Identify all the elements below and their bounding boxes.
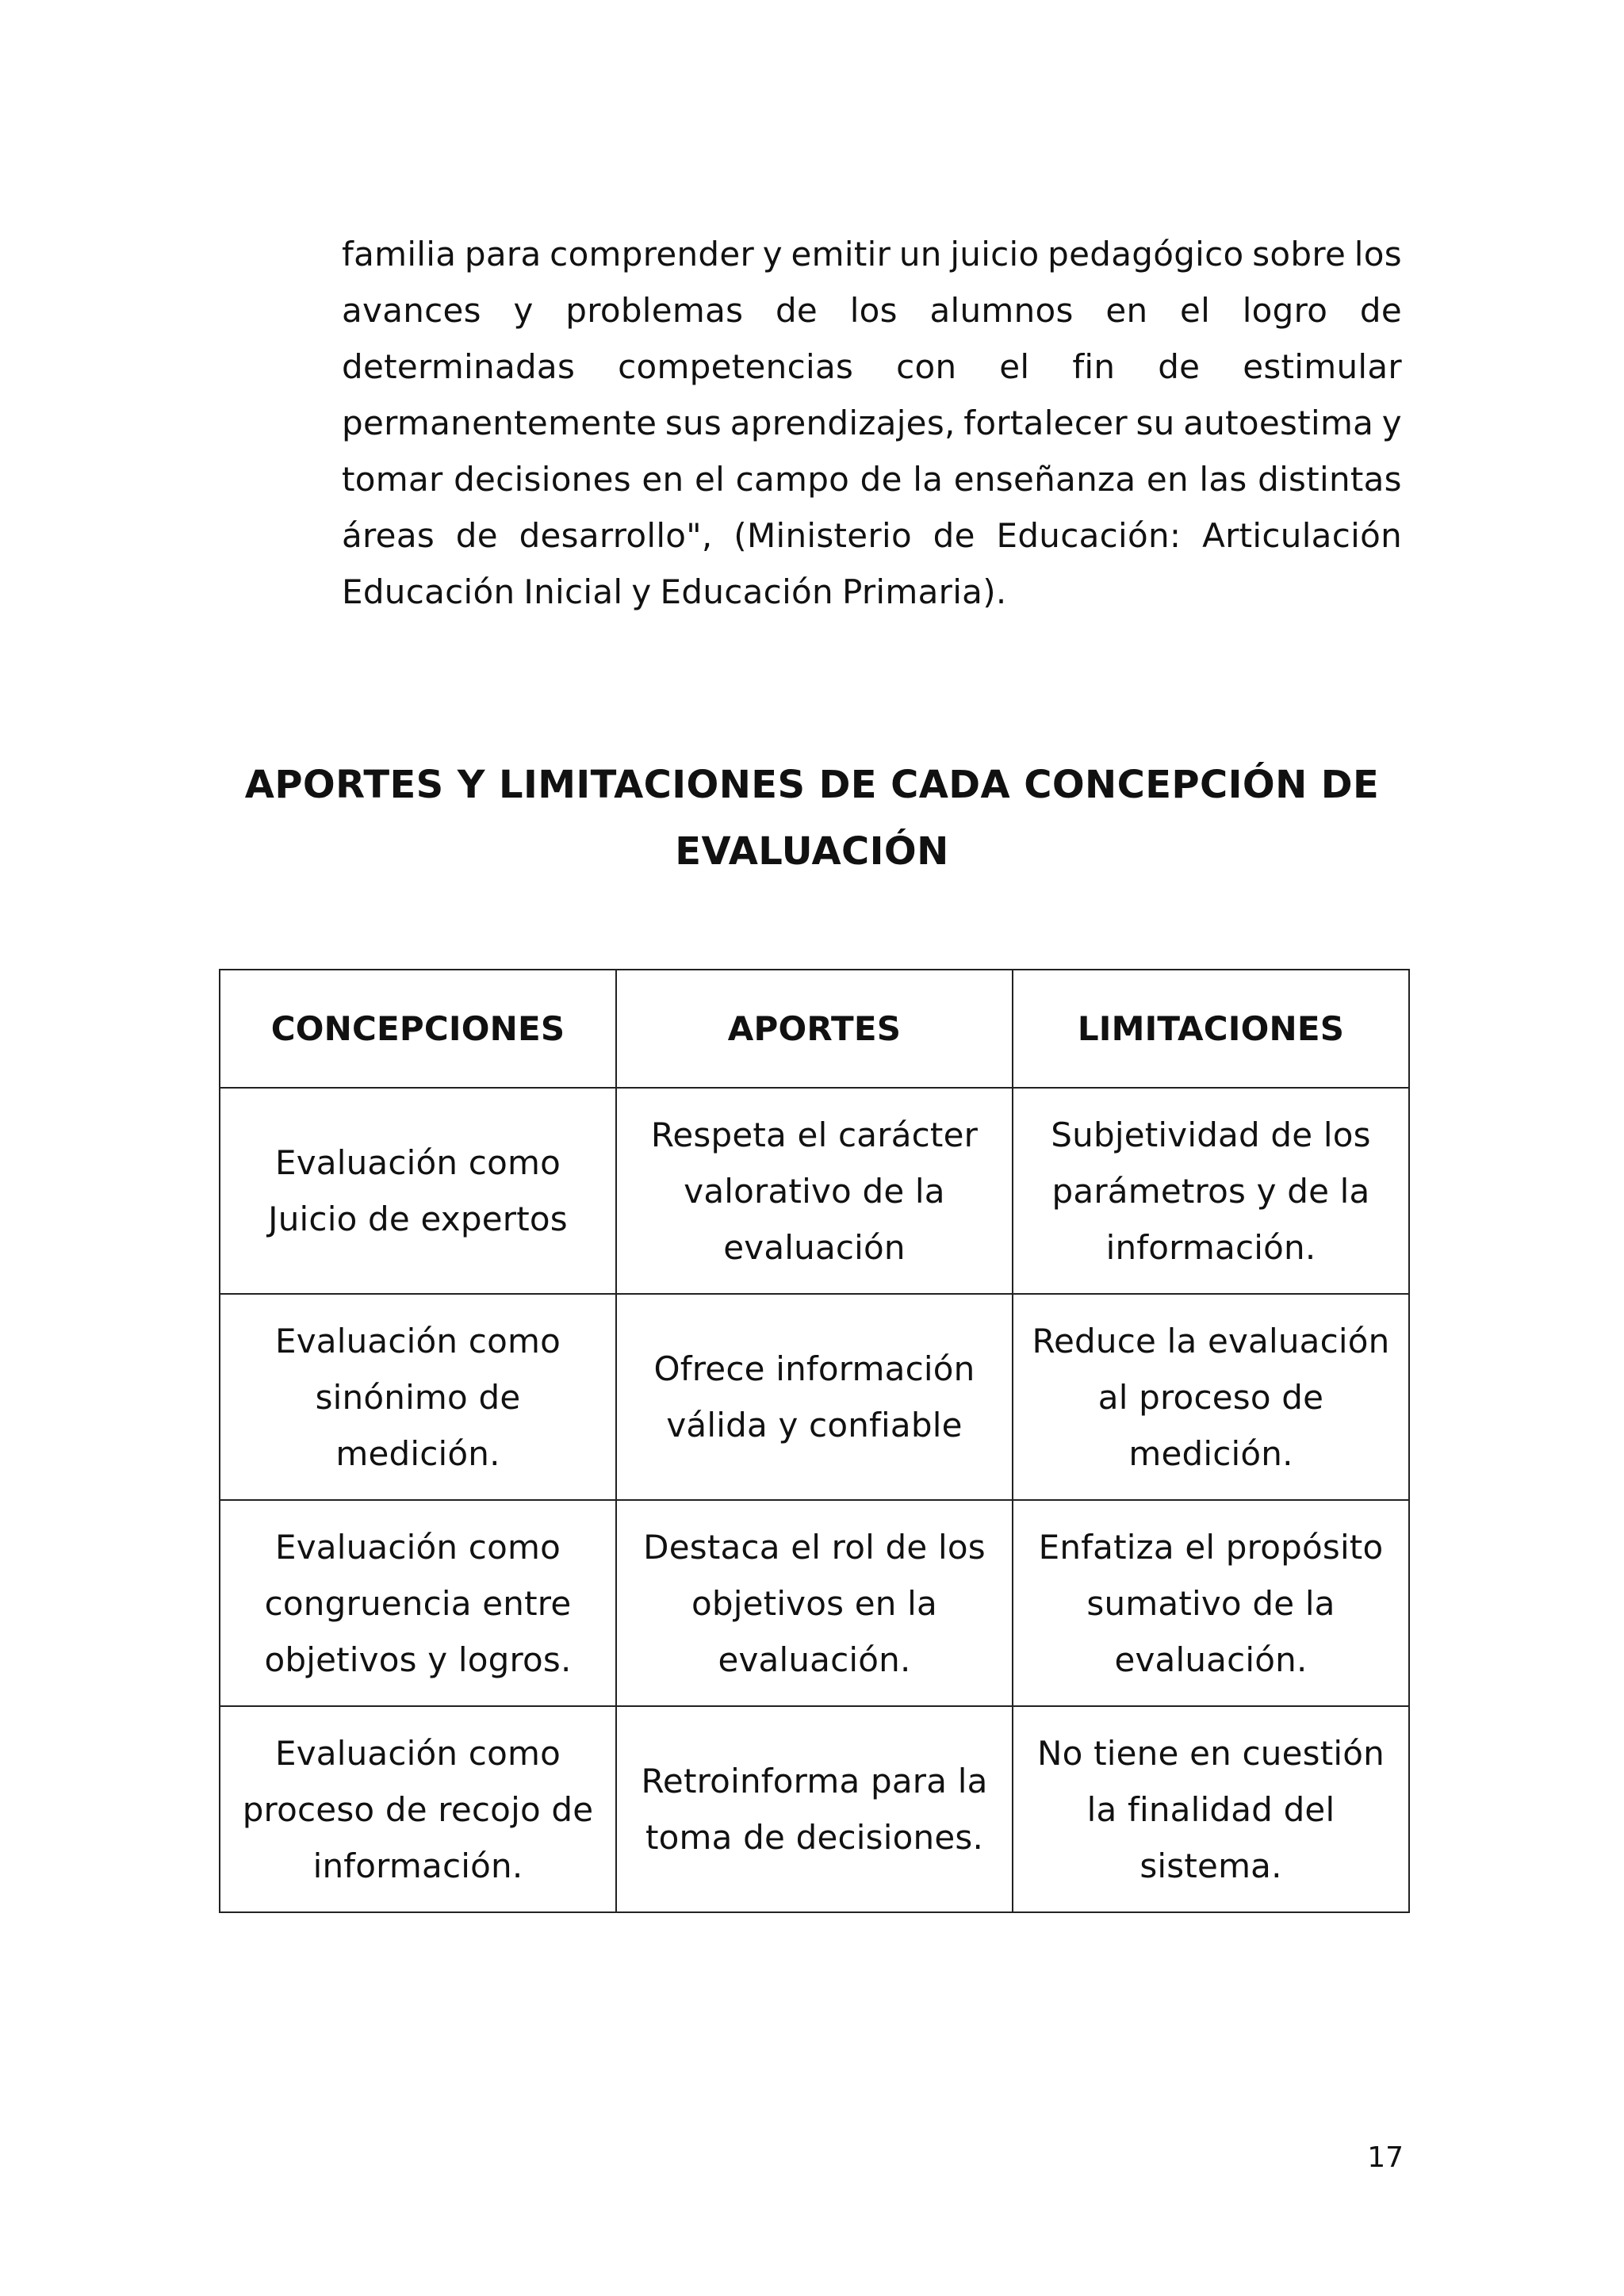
paragraph-word: autoestima (1183, 404, 1374, 442)
cell-text-line: información. (312, 1846, 523, 1885)
cell-text-line: Destaca el rol de los (643, 1527, 986, 1567)
cell-text-line: Retroinforma para la (641, 1762, 988, 1800)
paragraph-word: sus (665, 404, 722, 442)
header-limitaciones: LIMITACIONES (1013, 970, 1409, 1088)
paragraph-word: aprendizajes, (730, 404, 956, 442)
intro-paragraph (342, 226, 1402, 620)
cell-text-line: sumativo de la (1086, 1583, 1335, 1623)
paragraph-word: logro (1242, 291, 1328, 330)
cell-text-line: información. (1105, 1227, 1316, 1267)
section-heading-line-2: EVALUACIÓN (675, 829, 949, 874)
cell-text-line: Respeta el carácter (650, 1115, 979, 1154)
page-number: 17 (1367, 2141, 1404, 2174)
table-body (220, 1088, 1409, 1912)
cell-text-line: Juicio de expertos (268, 1200, 568, 1238)
paragraph-word: Educación (342, 572, 515, 611)
paragraph-line (342, 507, 1402, 564)
paragraph-line (342, 226, 1402, 282)
cell-aporte (616, 1706, 1013, 1912)
table-row (220, 1500, 1409, 1706)
cell-aporte (616, 1500, 1013, 1706)
cell-text-line: Enfatiza el propósito (1038, 1527, 1384, 1567)
paragraph-line (342, 451, 1402, 507)
concepts-table (219, 969, 1410, 1913)
cell-text-line: Evaluación como (275, 1321, 561, 1360)
cell-text-line: Ofrece información (653, 1349, 975, 1388)
paragraph-word: el (694, 460, 726, 499)
paragraph-word: permanentemente (342, 404, 657, 442)
paragraph-word: problemas (565, 291, 744, 330)
paragraph-word: familia (342, 235, 457, 274)
cell-text-line: toma de decisiones. (645, 1818, 983, 1857)
cell-text-line: medición. (1128, 1433, 1293, 1473)
cell-text-line: proceso de recojo de (242, 1789, 594, 1829)
paragraph-word: desarrollo", (519, 516, 713, 555)
cell-text-line: Evaluación como (275, 1733, 561, 1773)
paragraph-word: el (1179, 291, 1211, 330)
paragraph-line (342, 282, 1402, 339)
paragraph-word: de (933, 516, 975, 555)
paragraph-word: sobre (1252, 235, 1346, 274)
paragraph-word: y (1381, 404, 1402, 442)
table-row (220, 1706, 1409, 1912)
cell-text-line: evaluación. (718, 1640, 911, 1679)
cell-limitacion (1013, 1088, 1409, 1294)
cell-text-line: Evaluación como (275, 1143, 561, 1182)
table-header-row (220, 970, 1409, 1088)
paragraph-word: de (455, 516, 498, 555)
paragraph-word: Articulación (1202, 516, 1402, 555)
paragraph-word: Inicial (523, 572, 623, 611)
paragraph-word: Primaria). (841, 572, 1007, 611)
cell-text-line: objetivos y logros. (264, 1640, 572, 1679)
cell-concepcion (220, 1294, 616, 1500)
paragraph-word: un (898, 235, 942, 274)
cell-text-line: No tiene en cuestión (1037, 1733, 1385, 1773)
header-concepciones: CONCEPCIONES (220, 970, 616, 1088)
cell-limitacion (1013, 1706, 1409, 1912)
cell-text-line: congruencia entre (264, 1583, 572, 1623)
paragraph-word: comprender (550, 235, 755, 274)
paragraph-word: Educación: (996, 516, 1182, 555)
paragraph-word: de (775, 291, 818, 330)
paragraph-word: la (913, 460, 944, 499)
cell-text-line: parámetros y de la (1051, 1171, 1370, 1211)
cell-aporte (616, 1088, 1013, 1294)
cell-text-line: al proceso de (1097, 1377, 1324, 1417)
paragraph-word: en (1105, 291, 1148, 330)
paragraph-word: (Ministerio (733, 516, 912, 555)
paragraph-word: tomar (342, 460, 443, 499)
paragraph-word: Educación (660, 572, 833, 611)
paragraph-word: enseñanza (953, 460, 1136, 499)
paragraph-word: el (999, 347, 1030, 386)
paragraph-word: pedagógico (1048, 235, 1244, 274)
cell-text-line: evaluación (723, 1227, 906, 1267)
paragraph-word: alumnos (929, 291, 1074, 330)
paragraph-word: distintas (1258, 460, 1402, 499)
paragraph-word: fortalecer (963, 404, 1128, 442)
section-heading (222, 752, 1402, 885)
paragraph-word: de (860, 460, 902, 499)
paragraph-word: avances (342, 291, 481, 330)
paragraph-word: y (762, 235, 783, 274)
cell-text-line: Evaluación como (275, 1527, 561, 1567)
paragraph-word: juicio (950, 235, 1040, 274)
header-aportes: APORTES (616, 970, 1013, 1088)
paragraph-word: de (1158, 347, 1201, 386)
cell-text-line: evaluación. (1114, 1640, 1308, 1679)
cell-text-line: Reduce la evaluación (1032, 1321, 1390, 1360)
paragraph-word: las (1199, 460, 1247, 499)
paragraph-word: competencias (618, 347, 854, 386)
paragraph-line (342, 395, 1402, 451)
paragraph-word: en (1146, 460, 1189, 499)
cell-text-line: la finalidad del (1086, 1789, 1335, 1829)
cell-limitacion (1013, 1294, 1409, 1500)
paragraph-line (342, 339, 1402, 395)
paragraph-word: los (1354, 235, 1402, 274)
table-row (220, 1088, 1409, 1294)
cell-concepcion (220, 1088, 616, 1294)
paragraph-word: determinadas (342, 347, 576, 386)
cell-concepcion (220, 1706, 616, 1912)
paragraph-word: en (642, 460, 684, 499)
paragraph-word: decisiones (454, 460, 631, 499)
cell-text-line: valorativo de la (684, 1171, 945, 1211)
paragraph-word: estimular (1243, 347, 1402, 386)
paragraph-line (342, 564, 1402, 620)
section-heading-line-1: APORTES Y LIMITACIONES DE CADA CONCEPCIÓN DE (244, 763, 1380, 807)
cell-concepcion (220, 1500, 616, 1706)
cell-text-line: sistema. (1139, 1846, 1282, 1885)
paragraph-word: con (896, 347, 957, 386)
paragraph-word: emitir (791, 235, 891, 274)
paragraph-word: su (1136, 404, 1175, 442)
paragraph-word: los (849, 291, 898, 330)
cell-text-line: válida y confiable (666, 1406, 963, 1445)
paragraph-word: de (1359, 291, 1402, 330)
paragraph-word: para (464, 235, 542, 274)
paragraph-word: y (513, 291, 534, 330)
table-row (220, 1294, 1409, 1500)
cell-text-line: objetivos en la (691, 1583, 937, 1623)
paragraph-word: campo (735, 460, 850, 499)
cell-text-line: sinónimo de (315, 1377, 521, 1417)
paragraph-word: áreas (342, 516, 435, 555)
paragraph-word: y (631, 572, 652, 611)
cell-aporte (616, 1294, 1013, 1500)
cell-text-line: medición. (335, 1433, 500, 1473)
paragraph-word: fin (1072, 347, 1116, 386)
cell-limitacion (1013, 1500, 1409, 1706)
cell-text-line: Subjetividad de los (1051, 1115, 1371, 1154)
